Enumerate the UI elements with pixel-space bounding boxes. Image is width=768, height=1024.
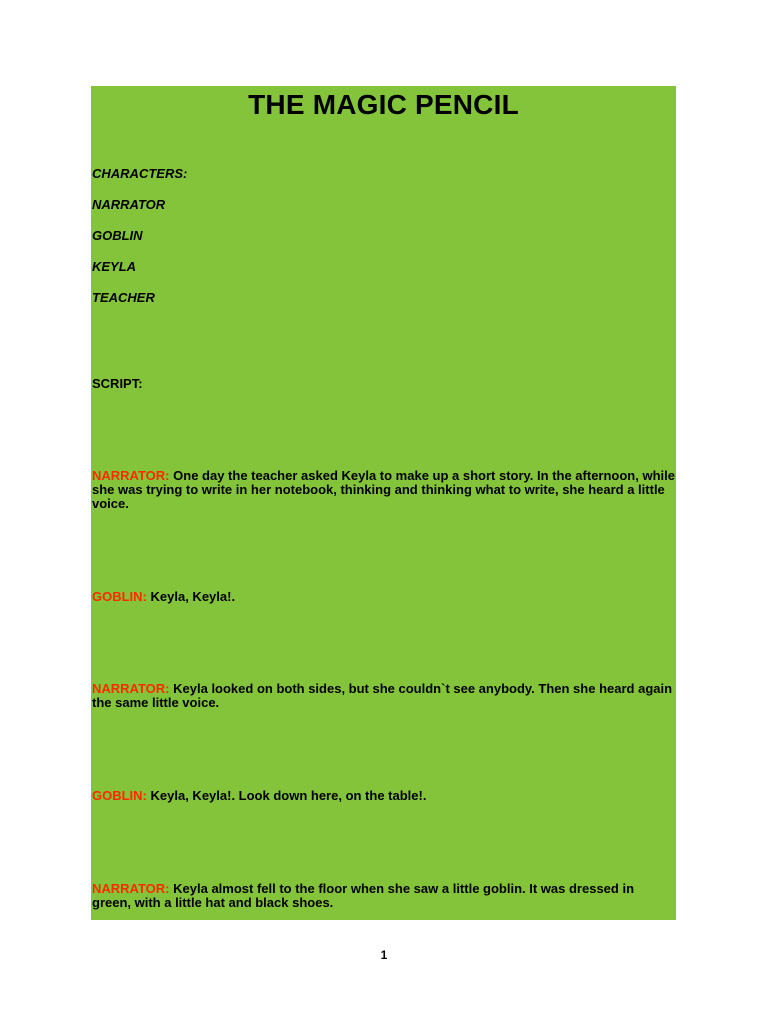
- dialogue-line: [92, 590, 675, 604]
- dialogue-text: One day the teacher asked Keyla to make up a short story. In the afternoon, while she was trying to write in her notebook, thinking and thinking what to write, she heard a little voice.: [92, 468, 675, 511]
- character-teacher: TEACHER: [92, 290, 155, 305]
- dialogue-line: [92, 682, 675, 710]
- characters-section: [92, 166, 675, 305]
- character-narrator: NARRATOR: [92, 197, 166, 212]
- speaker-label: GOBLIN:: [92, 589, 147, 604]
- dialogue-text: Keyla almost fell to the floor when she saw a little goblin. It was dressed in green, with a little hat and black shoes.: [92, 881, 635, 910]
- speaker-label: NARRATOR:: [92, 468, 170, 483]
- script-heading: SCRIPT:: [92, 376, 143, 391]
- dialogue-text: Keyla, Keyla!.: [150, 589, 236, 604]
- document-title: THE MAGIC PENCIL: [248, 89, 519, 120]
- speaker-label: NARRATOR:: [92, 681, 170, 696]
- speaker-label: GOBLIN:: [92, 788, 147, 803]
- character-goblin: GOBLIN: [92, 228, 143, 243]
- document-page-block: [91, 86, 676, 920]
- dialogue-line: [92, 882, 675, 910]
- characters-heading: CHARACTERS:: [92, 166, 188, 181]
- dialogue-line: [92, 469, 675, 511]
- dialogue-text: Keyla looked on both sides, but she couldn`t see anybody. Then she heard again the same little voice.: [92, 681, 673, 710]
- speaker-label: NARRATOR:: [92, 881, 170, 896]
- character-keyla: KEYLA: [92, 259, 137, 274]
- dialogue-line: [92, 789, 675, 803]
- page-number: 1: [380, 948, 388, 962]
- dialogue-text: Keyla, Keyla!. Look down here, on the table!.: [150, 788, 427, 803]
